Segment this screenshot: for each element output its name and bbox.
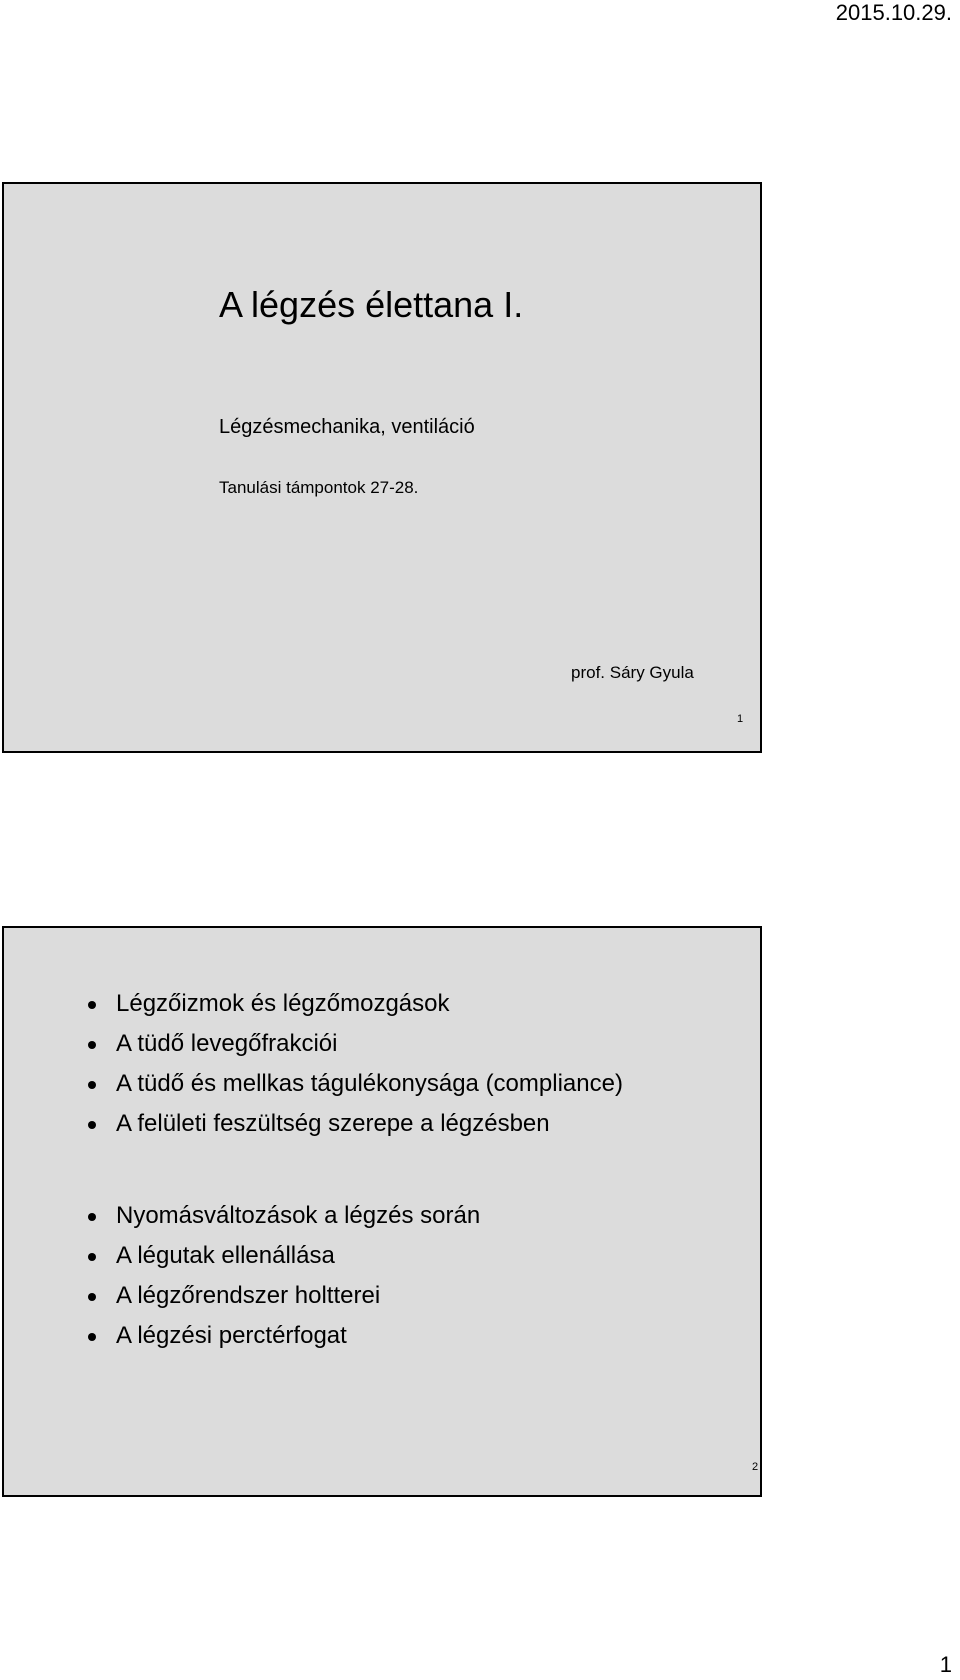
bullet-item: A légzőrendszer holtterei [84,1276,480,1316]
bullet-list-topics [84,984,623,1144]
slide-2 [2,926,762,1497]
page-number: 1 [939,1652,952,1677]
bullet-item: A tüdő levegőfrakciói [84,1024,623,1064]
bullet-item: A légutak ellenállása [84,1236,480,1276]
bullet-item: A tüdő és mellkas tágulékonysága (compliance) [84,1064,623,1104]
bullet-item: Légzőizmok és légzőmozgások [84,984,623,1024]
slide-number: 1 [737,713,744,725]
bullet-item: Nyomásváltozások a légzés során [84,1196,480,1236]
slide-1 [2,182,762,753]
bullet-item: A felületi feszültség szerepe a légzésben [84,1104,623,1144]
slide-reference: Tanulási támpontok 27-28. [219,478,419,497]
header-date: 2015.10.29. [835,0,952,25]
slide-number: 2 [752,1461,759,1473]
slide-author: prof. Sáry Gyula [571,663,694,682]
slide-title: A légzés élettana I. [219,284,524,325]
bullet-item: A légzési perctérfogat [84,1316,480,1356]
bullet-list-topics-2 [84,1196,480,1356]
slide-subtitle: Légzésmechanika, ventiláció [219,416,475,438]
